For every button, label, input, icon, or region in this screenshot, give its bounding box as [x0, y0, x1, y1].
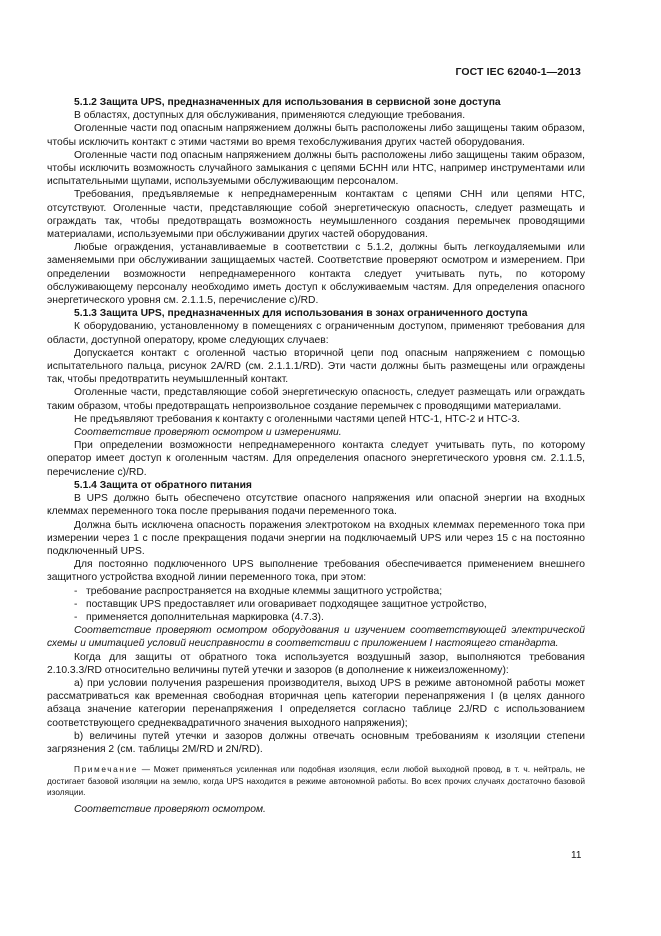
list-item-a: a) при условии получения разрешения производителя, выход UPS в режиме автономной работы может рассматриваться как временная свободная вторичная цепь категории перенапряжения I (в целях данного абзаца значение категории перенапряжения I определяется согласно таблице 2J/RD с использованием соответствующего среднеквадратичного значения выходного напряжения);	[47, 677, 585, 729]
section-5-1-2-heading: 5.1.2 Защита UPS, предназначенных для использования в сервисной зоне доступа	[74, 97, 501, 108]
section-5-1-3-heading: 5.1.3 Защита UPS, предназначенных для использования в зонах ограниченного доступа	[74, 308, 528, 320]
paragraph: В UPS должно быть обеспечено отсутствие опасного напряжения или опасной энергии на входных клеммах переменного тока после прерывания подачи переменного тока.	[47, 493, 585, 518]
paragraph: При определении возможности непреднамеренного контакта следует учитывать путь, по которому оператор имеет доступ к оголенным частям. Для определения опасного энергетического уровня см. 2.1.1.5, перечисление c)/RD.	[47, 440, 585, 478]
document-body	[47, 96, 585, 816]
list-item: - поставщик UPS предоставляет или оговаривает подходящее защитное устройство,	[74, 598, 487, 610]
compliance-statement: Соответствие проверяют осмотром и измерениями.	[74, 427, 342, 439]
list-item-text: применяется дополнительная маркировка (4.7.3).	[86, 611, 324, 623]
paragraph: Когда для защиты от обратного тока используется воздушный зазор, выполняются требования 2.10.3.3/RD относительно величины путей утечки и зазоров (в дополнение к нижеизложенному):	[47, 651, 585, 676]
paragraph: Должна быть исключена опасность поражения электротоком на входных клеммах переменного тока при измерении через 1 с после прекращения подачи энергии на подключаемый UPS или через 15 с на постоянно подключенный UPS.	[47, 519, 585, 557]
paragraph: К оборудованию, установленному в помещениях с ограниченным доступом, применяют требования для области, доступной оператору, кроме следующих случаев:	[47, 321, 585, 346]
list-item: - требование распространяется на входные клеммы защитного устройства;	[74, 585, 443, 597]
note-text: — Может применяться усиленная или подобная изоляция, если любой выходной провод, в т. ч. нейтраль, не достигает базовой изоляции на землю, когда UPS находится в режиме автономной работы. Во всех прочих случаях достаточно базовой изоляции.	[47, 764, 585, 798]
list-item-text: поставщик UPS предоставляет или оговаривает подходящее защитное устройство,	[86, 598, 487, 610]
standard-header: ГОСТ IEC 62040-1—2013	[455, 66, 581, 78]
page-number: 11	[571, 850, 582, 861]
paragraph: Требования, предъявляемые к непреднамеренным контактам с цепями СНН или цепями НТС, отсутствуют. Оголенные части, представляющие собой энергетическую опасность, следует размещать и ограждать так, чтобы предотвращать возможность неумышленного создания перемычек проводящими материалами, используемыми при обслуживании других частей оборудования.	[47, 189, 585, 241]
paragraph: Любые ограждения, устанавливаемые в соответствии с 5.1.2, должны быть легкоудаляемыми или заменяемыми при обслуживании защищаемых частей. Соответствие проверяют осмотром и измерением. При определении возможности непреднамеренного контакта следует учитывать путь, по которому обслуживающему персоналу необходимо иметь доступ к обслуживаемым частям. Для определения опасного энергетического уровня см. 2.1.1.5, перечисление c)/RD.	[47, 242, 585, 307]
compliance-statement: Соответствие проверяют осмотром оборудования и изучением соответствующей электрической схемы и имитацией условий неисправности в соответствии с приложением I настоящего стандарта.	[47, 625, 585, 650]
note	[47, 764, 585, 799]
note-label: Примечание	[74, 764, 139, 775]
paragraph: В областях, доступных для обслуживания, применяются следующие требования.	[74, 110, 466, 122]
paragraph: Оголенные части под опасным напряжением должны быть расположены либо защищены таким образом, чтобы исключить контакт с этими частями во время техобслуживания других частей оборудования.	[47, 123, 585, 148]
list-item-text: требование распространяется на входные клеммы защитного устройства;	[86, 585, 443, 597]
paragraph: Оголенные части, представляющие собой энергетическую опасность, следует размещать или ограждать таким образом, чтобы предотвращать непроизвольное создание перемычек с проводящими материалами.	[47, 387, 585, 412]
paragraph: Для постоянно подключенного UPS выполнение требования обеспечивается применением внешнего защитного устройства входной линии переменного тока, при этом:	[47, 559, 585, 584]
list-item-b: b) величины путей утечки и зазоров должны отвечать основным требованиям к изоляции степени загрязнения 2 (см. таблицы 2M/RD и 2N/RD).	[47, 730, 585, 755]
section-5-1-4-heading: 5.1.4 Защита от обратного питания	[74, 479, 252, 491]
paragraph: Оголенные части под опасным напряжением должны быть расположены либо защищены таким образом, чтобы исключить возможность случайного замыкания с цепями БСНН или НТС, например инструментами или испытательными щупами, используемыми обслуживающим персоналом.	[47, 149, 585, 188]
paragraph: Допускается контакт с оголенной частью вторичной цепи под опасным напряжением с помощью испытательного пальца, рисунок 2A/RD (см. 2.1.1.1/RD). Эти части должны быть размещены или ограждены так, чтобы предотвратить неумышленный контакт.	[47, 347, 585, 386]
paragraph: Не предъявляют требования к контакту с оголенными частями цепей НТС-1, НТС-2 и НТС-3.	[74, 413, 520, 425]
list-item: - применяется дополнительная маркировка (4.7.3).	[74, 611, 324, 623]
compliance-statement: Соответствие проверяют осмотром.	[74, 803, 266, 815]
